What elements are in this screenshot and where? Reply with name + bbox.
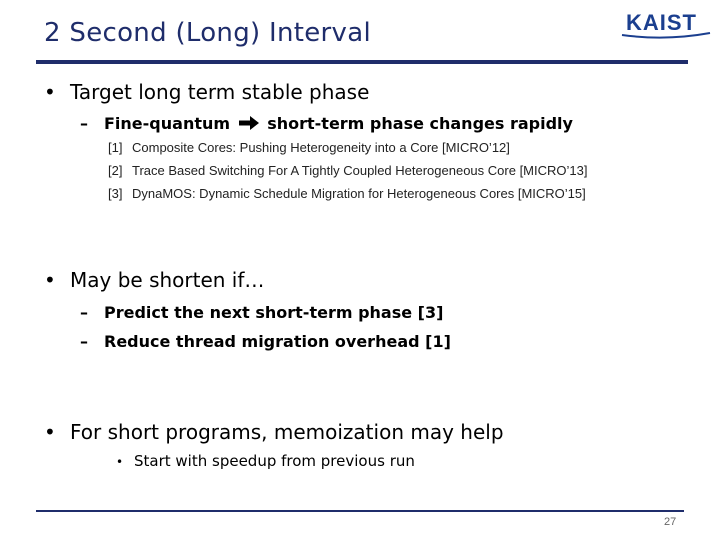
bullet-may-be-shorten: • May be shorten if… xyxy=(44,268,265,292)
bullet-dot-icon: • xyxy=(44,80,56,104)
dash-icon: – xyxy=(80,332,88,351)
dash-icon: – xyxy=(80,303,88,322)
sub-bullet-predict: – Predict the next short-term phase [3] xyxy=(80,303,444,322)
kaist-logo xyxy=(620,8,712,40)
footer-divider xyxy=(36,510,684,512)
reference-2: [2] Trace Based Switching For A Tightly Coupled Heterogeneous Core [MICRO’13] xyxy=(108,163,588,178)
page-number: 27 xyxy=(664,516,677,528)
kaist-logo-text: KAIST xyxy=(626,10,697,35)
bullet-dot-icon: • xyxy=(116,455,124,469)
sub-bullet-fine-quantum: – Fine-quantum short-term phase changes rapidly xyxy=(80,114,573,133)
right-arrow-icon xyxy=(238,116,260,130)
bullet-dot-icon: • xyxy=(44,268,56,292)
dash-icon: – xyxy=(80,114,88,133)
title-divider xyxy=(36,60,688,64)
bullet-dot-icon: • xyxy=(44,420,56,444)
slide-title: 2 Second (Long) Interval xyxy=(44,18,371,48)
sub-bullet-reduce: – Reduce thread migration overhead [1] xyxy=(80,332,451,351)
reference-3: [3] DynaMOS: Dynamic Schedule Migration for Heterogeneous Cores [MICRO’15] xyxy=(108,186,586,201)
reference-1: [1] Composite Cores: Pushing Heterogeneity into a Core [MICRO’12] xyxy=(108,140,510,155)
bullet-short-programs: • For short programs, memoization may help xyxy=(44,420,504,444)
bullet-target-phase: • Target long term stable phase xyxy=(44,80,370,104)
sub-sub-bullet-speedup: • Start with speedup from previous run xyxy=(116,452,415,470)
